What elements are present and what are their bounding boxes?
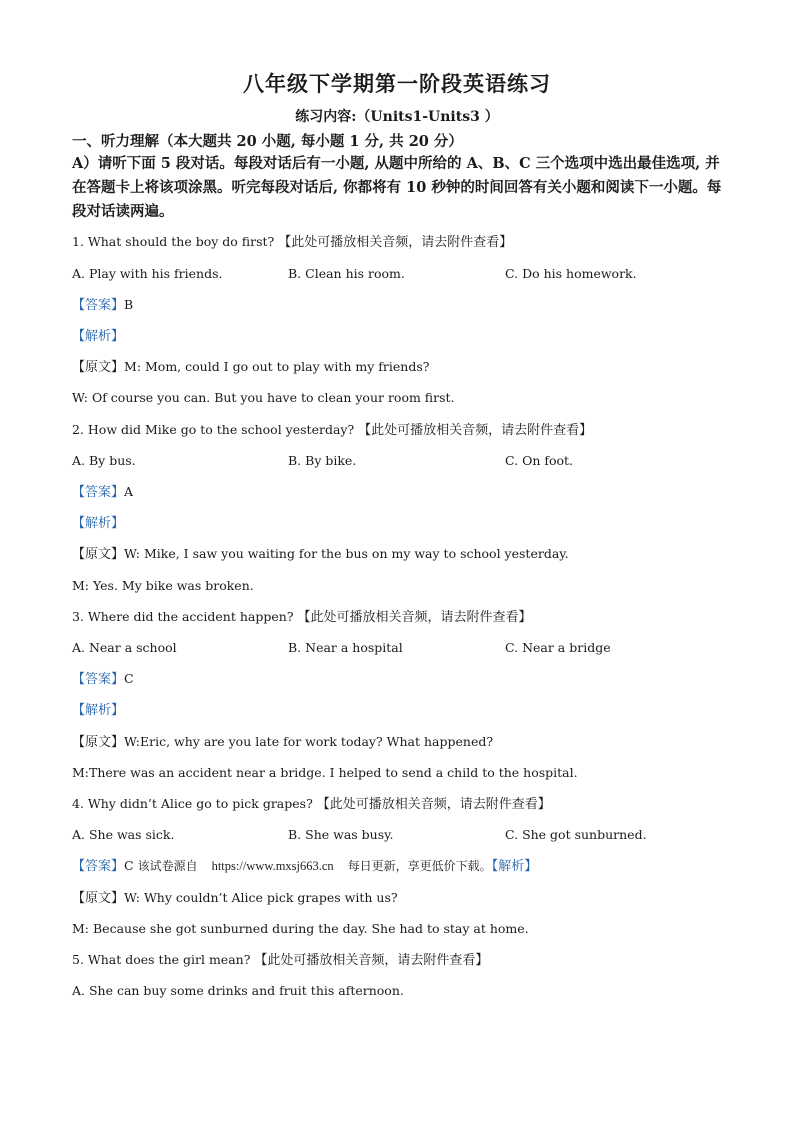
answer-value: A	[124, 484, 134, 499]
original-label: 【原文】	[72, 360, 125, 375]
question-3-option-a: A. Near a school	[72, 640, 177, 655]
question-2-answer	[72, 484, 133, 501]
audio-note: 【此处可播放相关音频，请去附件查看】	[254, 953, 489, 968]
page-subtitle: 练习内容:（Units1-Units3 ）	[295, 109, 499, 125]
page-title: 八年级下学期第一阶段英语练习	[243, 71, 551, 96]
question-5-stem	[72, 952, 488, 969]
analysis-label: 【解析】	[72, 516, 125, 531]
question-4-option-c: C. She got sunburned.	[505, 827, 647, 842]
question-stem-text: 3. Where did the accident happen?	[72, 609, 294, 624]
answer-value: C	[124, 858, 134, 873]
dialogue-text: W: Why couldn’t Alice pick grapes with us?	[124, 890, 398, 905]
question-stem-text: 2. How did Mike go to the school yesterday?	[72, 422, 355, 437]
dialogue-text: M: Mom, could I go out to play with my friends?	[124, 359, 430, 374]
section-heading: 一、听力理解（本大题共 20 小题, 每小题 1 分, 共 20 分）	[72, 133, 463, 150]
question-1-analysis	[72, 328, 124, 345]
answer-label: 【答案】	[72, 485, 125, 500]
section-instructions: A）请听下面 5 段对话。每段对话后有一小题, 从题中所给的 A、B、C 三个选项中选出最佳选项, 并在答题卡上将该项涂黑。听完每段对话后, 你都将有 10 秒钟的时间回答有关小题和阅读下一小题。每段对话读两遍。	[72, 155, 722, 220]
question-2-dialogue-1	[72, 546, 569, 563]
question-stem-text: 4. Why didn’t Alice go to pick grapes?	[72, 796, 313, 811]
answer-value: C	[124, 671, 134, 686]
question-4-answer	[72, 858, 537, 875]
question-3-answer	[72, 671, 134, 688]
answer-label: 【答案】	[72, 298, 125, 313]
question-2-analysis	[72, 515, 124, 532]
question-1-dialogue-2: W: Of course you can. But you have to clean your room first.	[72, 390, 455, 405]
dialogue-text: W: Mike, I saw you waiting for the bus on my way to school yesterday.	[124, 546, 569, 561]
watermark-text: 该试卷源自	[137, 859, 198, 873]
audio-note: 【此处可播放相关音频，请去附件查看】	[297, 610, 532, 625]
question-stem-text: 1. What should the boy do first?	[72, 234, 275, 249]
question-4-dialogue-2: M: Because she got sunburned during the day. She had to stay at home.	[72, 921, 529, 936]
question-4-stem	[72, 796, 551, 813]
question-1-option-a: A. Play with his friends.	[72, 266, 223, 281]
question-2-stem	[72, 422, 592, 439]
question-3-option-c: C. Near a bridge	[505, 640, 611, 655]
original-label: 【原文】	[72, 735, 125, 750]
analysis-label: 【解析】	[72, 329, 125, 344]
question-1-option-c: C. Do his homework.	[505, 266, 637, 281]
watermark-url: https://www.mxsj663.cn	[211, 859, 334, 873]
audio-note: 【此处可播放相关音频，请去附件查看】	[316, 797, 551, 812]
question-1-answer	[72, 297, 133, 314]
question-2-option-c: C. On foot.	[505, 453, 574, 468]
question-3-dialogue-2: M:There was an accident near a bridge. I helped to send a child to the hospital.	[72, 765, 578, 780]
question-2-dialogue-2: M: Yes. My bike was broken.	[72, 578, 254, 593]
question-3-stem	[72, 609, 532, 626]
analysis-label: 【解析】	[491, 859, 538, 874]
question-5-option-a: A. She can buy some drinks and fruit this afternoon.	[72, 983, 404, 998]
answer-value: B	[124, 297, 134, 312]
analysis-label: 【解析】	[72, 703, 125, 718]
question-3-option-b: B. Near a hospital	[288, 640, 403, 655]
audio-note: 【此处可播放相关音频，请去附件查看】	[358, 423, 593, 438]
dialogue-text: W:Eric, why are you late for work today? What happened?	[124, 734, 494, 749]
question-4-dialogue-1	[72, 890, 398, 907]
audio-note: 【此处可播放相关音频，请去附件查看】	[278, 235, 513, 250]
original-label: 【原文】	[72, 891, 125, 906]
question-stem-text: 5. What does the girl mean?	[72, 952, 251, 967]
question-1-stem	[72, 234, 512, 251]
question-2-option-b: B. By bike.	[288, 453, 357, 468]
answer-label: 【答案】	[72, 672, 125, 687]
answer-label: 【答案】	[72, 859, 125, 874]
original-label: 【原文】	[72, 547, 125, 562]
question-2-option-a: A. By bus.	[72, 453, 136, 468]
question-1-option-b: B. Clean his room.	[288, 266, 405, 281]
question-4-option-b: B. She was busy.	[288, 827, 394, 842]
question-3-analysis	[72, 702, 124, 719]
question-3-dialogue-1	[72, 734, 493, 751]
question-1-dialogue-1	[72, 359, 429, 376]
watermark-tail: 每日更新，享更低价下载。	[347, 859, 492, 873]
question-4-option-a: A. She was sick.	[72, 827, 175, 842]
